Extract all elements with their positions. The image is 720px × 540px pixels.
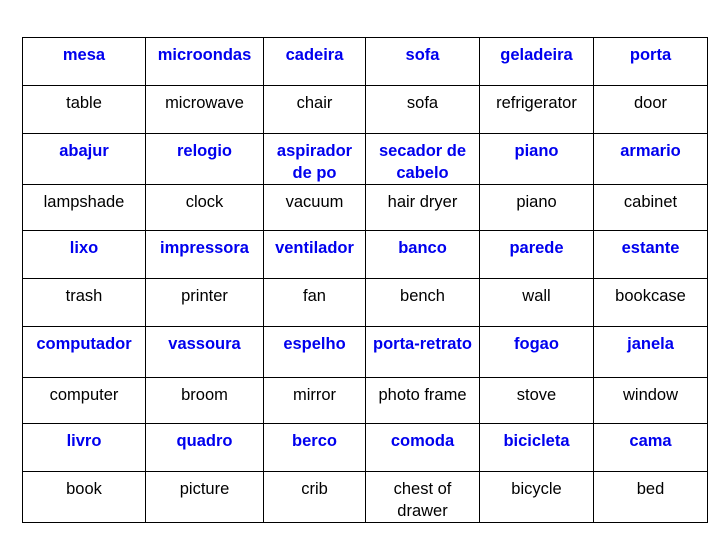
english-translation: refrigerator — [480, 86, 594, 134]
portuguese-word: computador — [23, 327, 146, 378]
portuguese-word: porta-retrato — [366, 327, 480, 378]
portuguese-word: vassoura — [146, 327, 264, 378]
portuguese-word: comoda — [366, 424, 480, 472]
english-translation: printer — [146, 279, 264, 327]
english-translation: bookcase — [594, 279, 708, 327]
portuguese-word: berco — [264, 424, 366, 472]
english-translation: bench — [366, 279, 480, 327]
portuguese-word: geladeira — [480, 38, 594, 86]
english-translation: picture — [146, 472, 264, 523]
english-row — [23, 279, 708, 327]
portuguese-word: fogao — [480, 327, 594, 378]
english-translation: cabinet — [594, 185, 708, 231]
portuguese-word: cama — [594, 424, 708, 472]
english-translation: crib — [264, 472, 366, 523]
english-translation: chair — [264, 86, 366, 134]
portuguese-word: microondas — [146, 38, 264, 86]
english-translation: door — [594, 86, 708, 134]
english-translation: clock — [146, 185, 264, 231]
english-translation: fan — [264, 279, 366, 327]
english-translation: table — [23, 86, 146, 134]
english-translation: chest of drawer — [366, 472, 480, 523]
portuguese-word: armario — [594, 134, 708, 185]
portuguese-word: piano — [480, 134, 594, 185]
english-row — [23, 86, 708, 134]
portuguese-word: cadeira — [264, 38, 366, 86]
portuguese-row — [23, 424, 708, 472]
portuguese-word: mesa — [23, 38, 146, 86]
english-row — [23, 185, 708, 231]
english-translation: hair dryer — [366, 185, 480, 231]
portuguese-word: aspirador de po — [264, 134, 366, 185]
english-translation: mirror — [264, 378, 366, 424]
portuguese-word: bicicleta — [480, 424, 594, 472]
portuguese-word: relogio — [146, 134, 264, 185]
english-translation: vacuum — [264, 185, 366, 231]
english-translation: lampshade — [23, 185, 146, 231]
english-translation: sofa — [366, 86, 480, 134]
portuguese-word: quadro — [146, 424, 264, 472]
portuguese-word: espelho — [264, 327, 366, 378]
english-row — [23, 472, 708, 523]
portuguese-word: porta — [594, 38, 708, 86]
english-row — [23, 378, 708, 424]
portuguese-word: parede — [480, 231, 594, 279]
portuguese-word: lixo — [23, 231, 146, 279]
english-translation: book — [23, 472, 146, 523]
english-translation: broom — [146, 378, 264, 424]
english-translation: photo frame — [366, 378, 480, 424]
english-translation: computer — [23, 378, 146, 424]
english-translation: bicycle — [480, 472, 594, 523]
portuguese-word: janela — [594, 327, 708, 378]
english-translation: piano — [480, 185, 594, 231]
english-translation: microwave — [146, 86, 264, 134]
english-translation: trash — [23, 279, 146, 327]
portuguese-row — [23, 231, 708, 279]
vocabulary-table — [22, 37, 708, 523]
english-translation: window — [594, 378, 708, 424]
portuguese-row — [23, 134, 708, 185]
portuguese-word: banco — [366, 231, 480, 279]
english-translation: stove — [480, 378, 594, 424]
portuguese-word: estante — [594, 231, 708, 279]
portuguese-word: sofa — [366, 38, 480, 86]
portuguese-word: impressora — [146, 231, 264, 279]
portuguese-row — [23, 327, 708, 378]
portuguese-word: ventilador — [264, 231, 366, 279]
portuguese-word: abajur — [23, 134, 146, 185]
portuguese-row — [23, 38, 708, 86]
portuguese-word: livro — [23, 424, 146, 472]
english-translation: bed — [594, 472, 708, 523]
english-translation: wall — [480, 279, 594, 327]
portuguese-word: secador de cabelo — [366, 134, 480, 185]
